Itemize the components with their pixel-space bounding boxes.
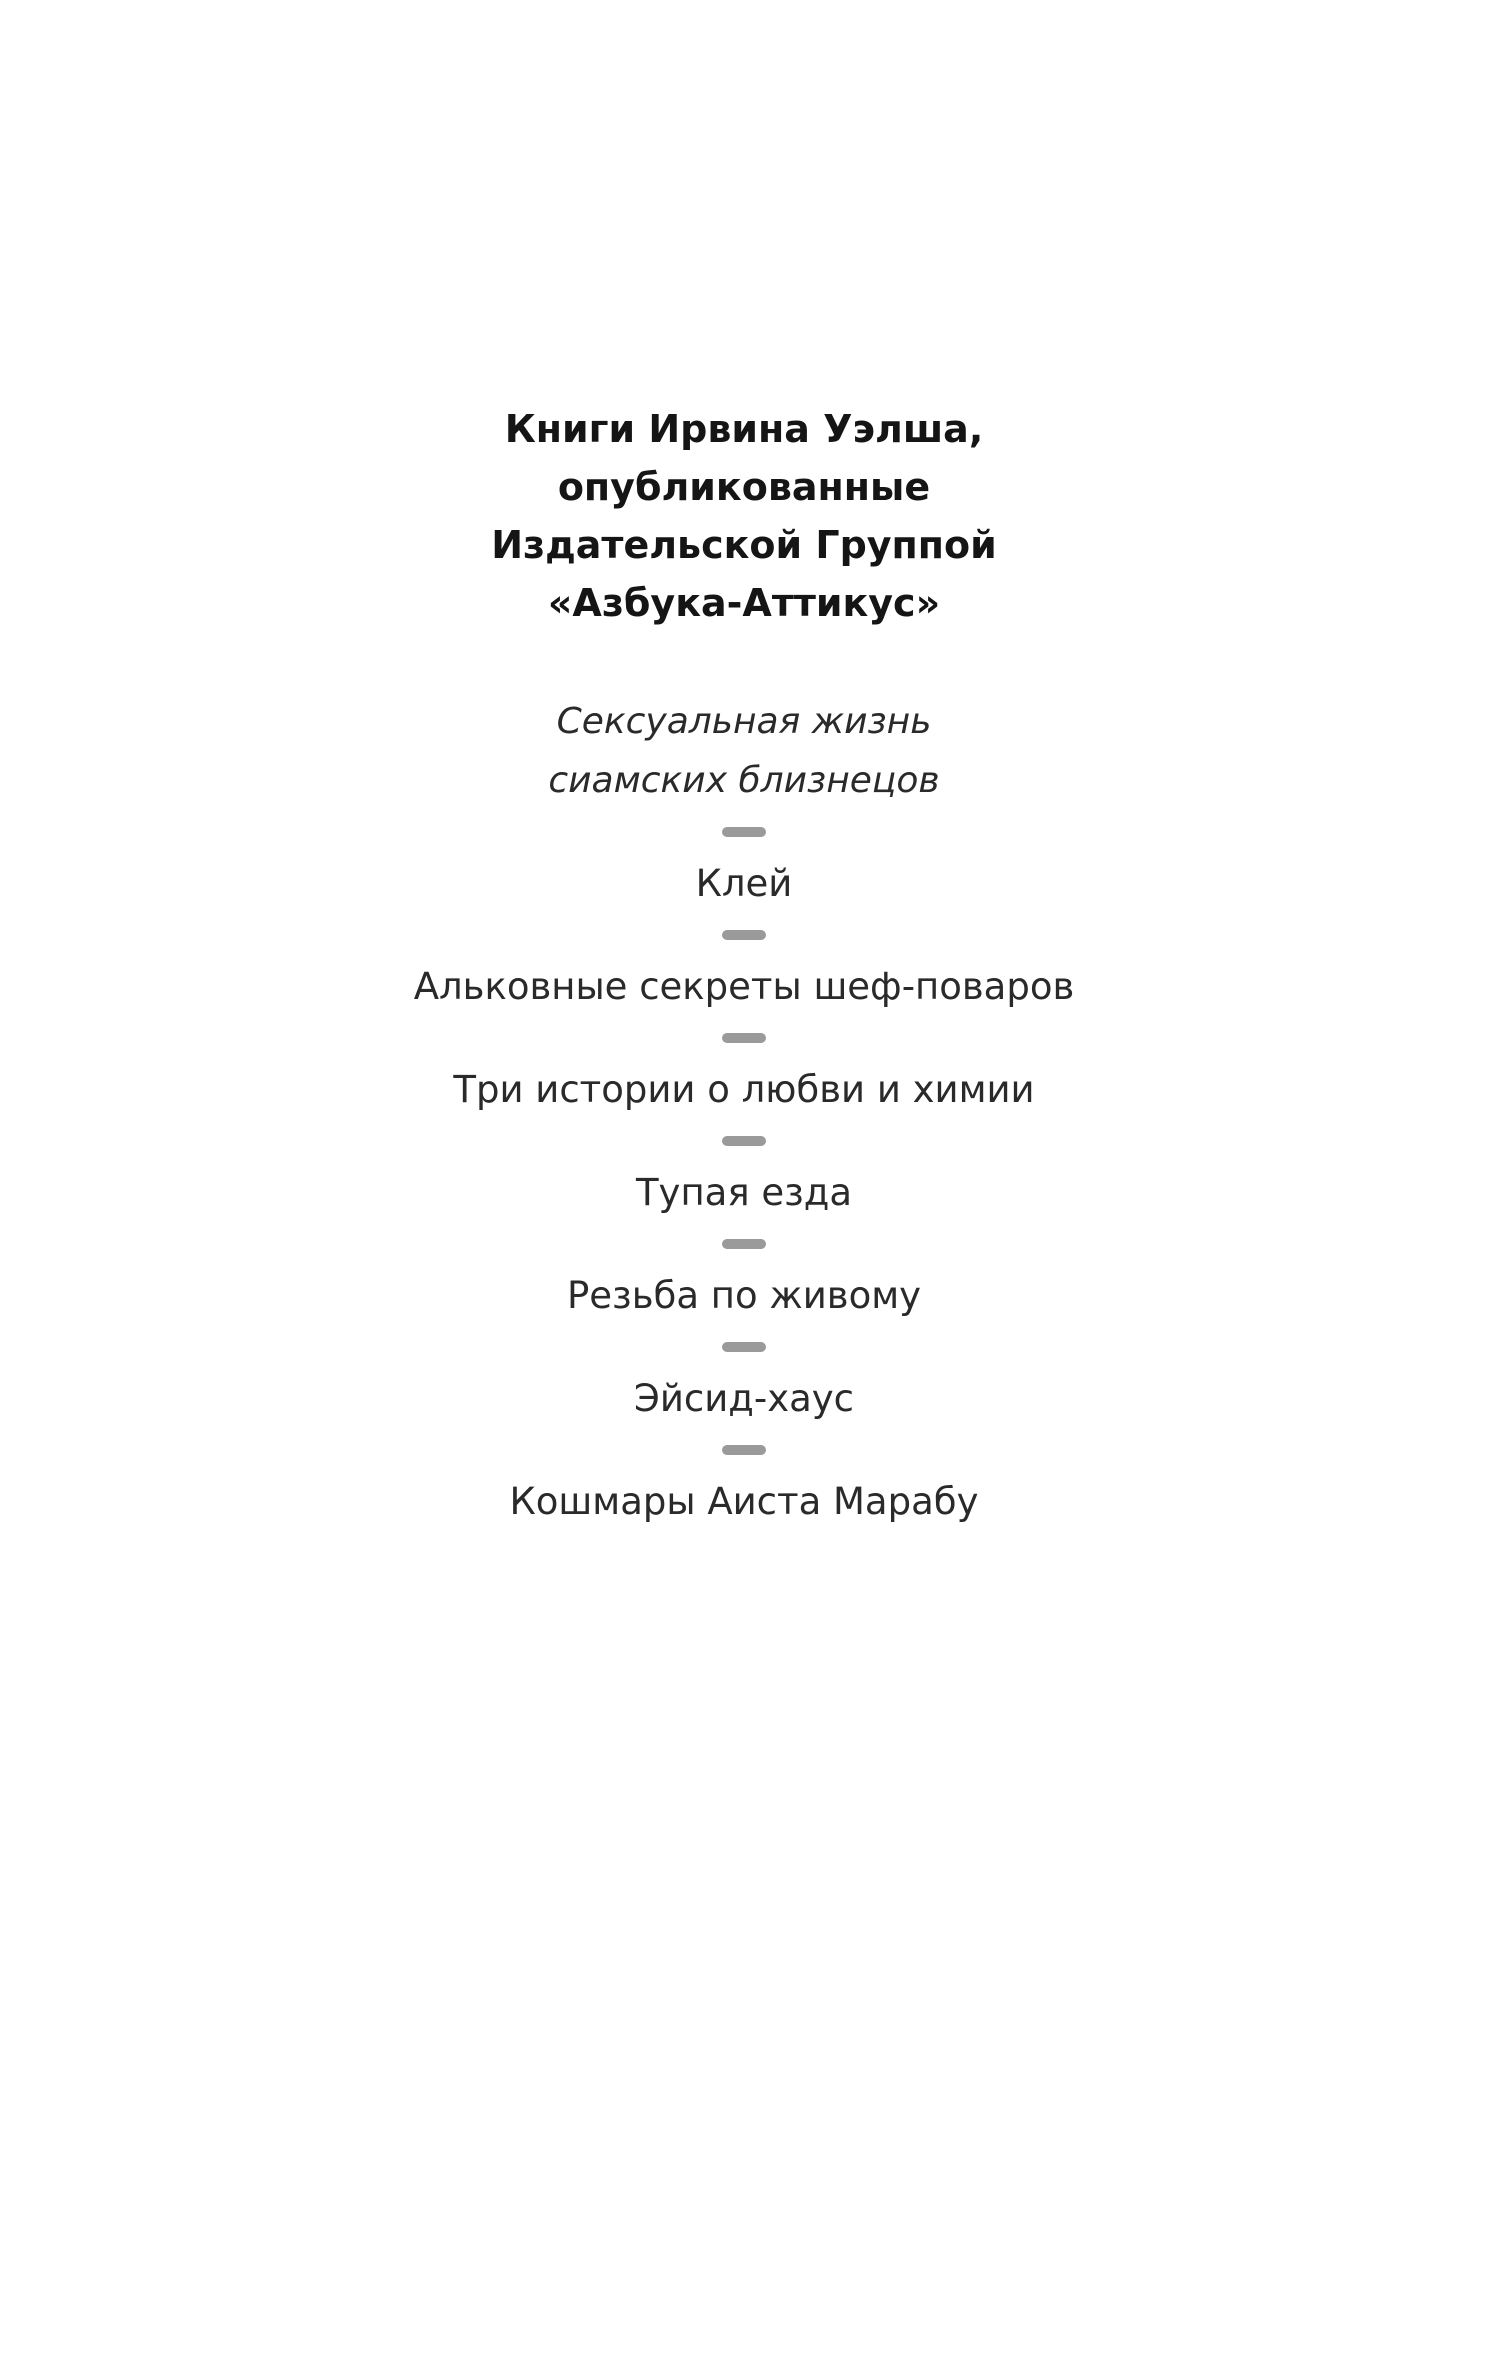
separator-dash: [722, 827, 766, 837]
heading-line: Книги Ирвина Уэлша,: [504, 407, 984, 451]
book-title: Резьба по живому: [566, 1274, 922, 1317]
book-list: [0, 692, 1488, 1531]
separator-dash: [722, 1136, 766, 1146]
book-title: Кошмары Аиста Марабу: [509, 1480, 979, 1523]
separator-dash: [722, 930, 766, 940]
separator-dash: [722, 1342, 766, 1352]
book-title: Тупая езда: [635, 1171, 853, 1214]
separator-dash: [722, 1445, 766, 1455]
book-title-line: Сексуальная жизнь: [556, 701, 932, 742]
book-title-line: сиамских близнецов: [548, 760, 940, 801]
heading-line: «Азбука-Аттикус»: [547, 581, 941, 625]
book-title-first: [548, 692, 939, 810]
book-title: Клей: [695, 862, 793, 905]
page-heading: [491, 400, 997, 632]
separator-dash: [722, 1033, 766, 1043]
book-title: Альковные секреты шеф-поваров: [413, 965, 1075, 1008]
heading-line: Издательской Группой: [491, 523, 997, 567]
page-content: [0, 400, 1488, 1531]
heading-line: опубликованные: [557, 465, 931, 509]
book-title: Три истории о любви и химии: [453, 1068, 1035, 1111]
separator-dash: [722, 1239, 766, 1249]
book-title: Эйсид-хаус: [633, 1377, 854, 1420]
